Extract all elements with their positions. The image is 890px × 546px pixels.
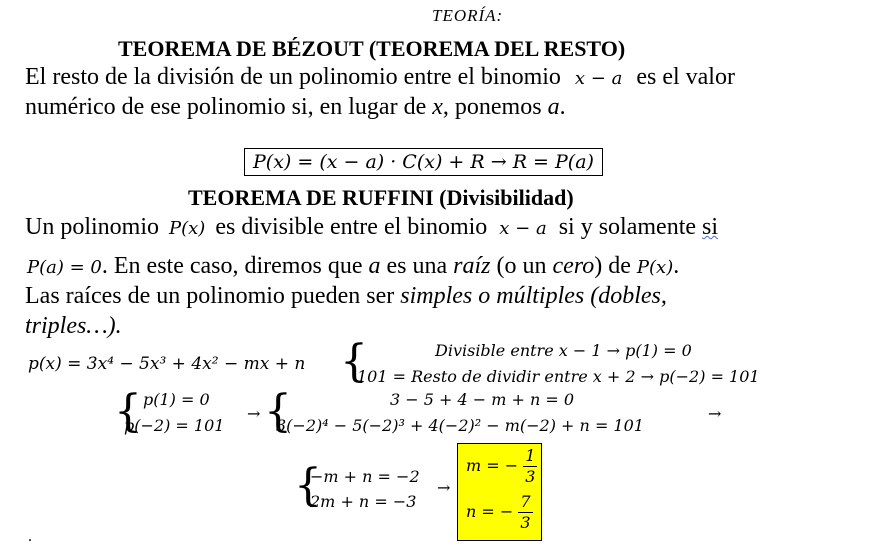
fraction-numerator: 7	[520, 492, 531, 511]
fraction	[523, 446, 537, 487]
ruffini-text: si y solamente	[558, 214, 697, 240]
system2-eq1: 3 − 5 + 4 − m + n = 0	[390, 390, 575, 409]
ruffini-text: ) de	[594, 253, 631, 279]
bezout-title: TEOREMA DE BÉZOUT (TEOREMA DEL RESTO)	[118, 36, 626, 61]
ruffini-text: . En este caso, diremos que	[101, 253, 363, 279]
word-cero: cero	[552, 253, 595, 279]
ruffini-line-2	[27, 253, 679, 280]
polynomial-px: P(x)	[169, 218, 206, 239]
condition-pa: P(a) = 0	[27, 257, 102, 278]
example-polynomial: p(x) = 3x⁴ − 5x³ + 4x² − mx + n	[28, 354, 306, 374]
variable-a: a	[368, 253, 381, 279]
section-label: TEORÍA:	[432, 6, 504, 25]
ruffini-text: Un polinomio	[25, 214, 160, 240]
arrow-icon: →	[708, 404, 722, 423]
variable-x: x	[432, 94, 443, 120]
fraction-denominator: 3	[525, 467, 536, 486]
solution-n	[466, 492, 533, 533]
condition-divisible: Divisible entre x − 1 → p(1) = 0	[435, 341, 692, 360]
ruffini-text: es divisible entre el binomio	[215, 214, 488, 240]
word-raiz: raíz	[453, 253, 491, 279]
ruffini-text: (o un	[496, 253, 547, 279]
bezout-text: .	[559, 94, 566, 120]
ruffini-title: TEOREMA DE RUFFINI (Divisibilidad)	[188, 185, 574, 210]
ruffini-line-1	[25, 214, 718, 241]
system2-eq2: 3(−2)⁴ − 5(−2)³ + 4(−2)² − m(−2) + n = 101	[276, 416, 644, 435]
bezout-text: es el valor	[636, 64, 735, 90]
bezout-text: numérico de ese polinomio si, en lugar de	[25, 94, 427, 120]
polynomial-px: P(x)	[636, 257, 674, 278]
arrow-icon: →	[437, 478, 451, 497]
solution-box	[457, 443, 542, 541]
brace-icon: {	[264, 386, 292, 437]
ruffini-text: Las raíces de un polinomio pueden ser	[25, 283, 395, 309]
system1-eq2: p(−2) = 101	[124, 416, 225, 435]
ruffini-text: .	[673, 253, 680, 279]
brace-icon: {	[340, 336, 368, 387]
bezout-paragraph-line-1	[25, 64, 735, 91]
arrow-icon: →	[247, 404, 261, 423]
binomial-expr: x − a	[574, 68, 623, 89]
ruffini-italic: simples o múltiples (dobles,	[400, 283, 667, 309]
fraction-denominator: 3	[520, 513, 531, 532]
brace-icon: {	[114, 386, 142, 437]
solution-n-lhs: n = −	[466, 502, 514, 521]
ruffini-text: es una	[386, 253, 448, 279]
bezout-formula: P(x) = (x − a) · C(x) + R → R = P(a)	[253, 151, 594, 173]
binomial-expr: x − a	[499, 218, 547, 239]
system1-eq1: p(1) = 0	[143, 390, 210, 409]
brace-icon: {	[294, 460, 322, 511]
bezout-text: El resto de la división de un polinomio entre el binomio	[25, 64, 561, 90]
condition-remainder: 101 = Resto de dividir entre x + 2 → p(−2) = 101	[357, 367, 760, 386]
footer-dot: .	[28, 528, 32, 545]
solution-m-lhs: m = −	[466, 456, 519, 475]
spellcheck-word: si	[702, 214, 719, 240]
solution-m	[466, 446, 537, 487]
system3-eq1: −m + n = −2	[310, 467, 420, 486]
system3-eq2: 2m + n = −3	[310, 492, 417, 511]
fraction	[518, 492, 532, 533]
bezout-text: , ponemos	[442, 94, 542, 120]
variable-a: a	[547, 94, 560, 120]
bezout-formula-box	[244, 148, 603, 176]
bezout-paragraph-line-2	[25, 94, 566, 121]
ruffini-line-3	[25, 283, 667, 310]
fraction-numerator: 1	[525, 446, 536, 465]
ruffini-line-4: triples…).	[25, 313, 122, 339]
